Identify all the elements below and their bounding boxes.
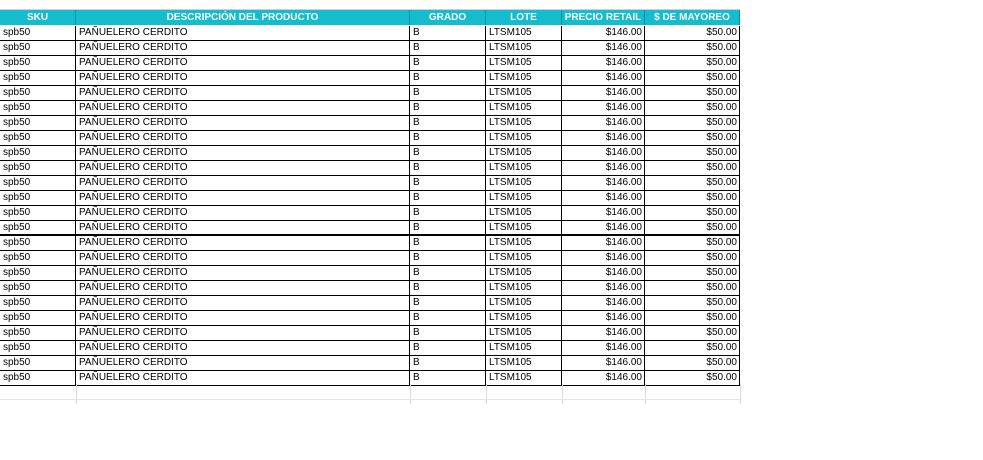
cell-description[interactable]: PAÑUELERO CERDITO — [76, 41, 410, 55]
cell-grade[interactable]: B — [410, 371, 486, 385]
cell-sku[interactable]: spb50 — [0, 341, 76, 355]
cell-sku[interactable]: spb50 — [0, 251, 76, 265]
cell-sku[interactable]: spb50 — [0, 116, 76, 130]
cell-retail-price[interactable]: $146.00 — [562, 161, 645, 175]
cell-lot[interactable]: LTSM105 — [486, 296, 562, 310]
cell-sku[interactable]: spb50 — [0, 56, 76, 70]
table-row — [0, 131, 740, 146]
cell-lot[interactable]: LTSM105 — [486, 86, 562, 100]
cell-description[interactable]: PAÑUELERO CERDITO — [76, 56, 410, 70]
cell-lot[interactable]: LTSM105 — [486, 356, 562, 370]
cell-grade[interactable]: B — [410, 236, 486, 250]
cell-wholesale-price[interactable]: $50.00 — [645, 206, 740, 220]
table-row — [0, 191, 740, 206]
cell-lot[interactable]: LTSM105 — [486, 41, 562, 55]
cell-description[interactable]: PAÑUELERO CERDITO — [76, 341, 410, 355]
table-row — [0, 146, 740, 161]
table-row — [0, 341, 740, 356]
cell-sku[interactable]: spb50 — [0, 296, 76, 310]
cell-description[interactable]: PAÑUELERO CERDITO — [76, 266, 410, 280]
cell-grade[interactable]: B — [410, 71, 486, 85]
cell-grade[interactable]: B — [410, 131, 486, 145]
cell-description[interactable]: PAÑUELERO CERDITO — [76, 71, 410, 85]
cell-grade[interactable]: B — [410, 251, 486, 265]
cell-description[interactable]: PAÑUELERO CERDITO — [76, 26, 410, 40]
cell-lot[interactable]: LTSM105 — [486, 326, 562, 340]
cell-lot[interactable]: LTSM105 — [486, 281, 562, 295]
cell-wholesale-price[interactable]: $50.00 — [645, 86, 740, 100]
cell-retail-price[interactable]: $146.00 — [562, 311, 645, 325]
cell-sku[interactable]: spb50 — [0, 221, 76, 235]
cell-retail-price[interactable]: $146.00 — [562, 86, 645, 100]
gridline — [645, 384, 646, 404]
cell-grade[interactable]: B — [410, 116, 486, 130]
table-row — [0, 311, 740, 326]
cell-description[interactable]: PAÑUELERO CERDITO — [76, 146, 410, 160]
cell-retail-price[interactable]: $146.00 — [562, 206, 645, 220]
table-row — [0, 251, 740, 266]
cell-lot[interactable]: LTSM105 — [486, 116, 562, 130]
cell-description[interactable]: PAÑUELERO CERDITO — [76, 251, 410, 265]
cell-wholesale-price[interactable]: $50.00 — [645, 71, 740, 85]
cell-sku[interactable]: spb50 — [0, 236, 76, 250]
cell-lot[interactable]: LTSM105 — [486, 251, 562, 265]
table-row — [0, 236, 740, 251]
cell-lot[interactable]: LTSM105 — [486, 176, 562, 190]
column-header-description[interactable]: DESCRIPCIÓN DEL PRODUCTO — [76, 10, 410, 25]
cell-grade[interactable]: B — [410, 206, 486, 220]
cell-sku[interactable]: spb50 — [0, 101, 76, 115]
cell-lot[interactable]: LTSM105 — [486, 131, 562, 145]
cell-wholesale-price[interactable]: $50.00 — [645, 161, 740, 175]
cell-grade[interactable]: B — [410, 56, 486, 70]
cell-retail-price[interactable]: $146.00 — [562, 221, 645, 235]
cell-description[interactable]: PAÑUELERO CERDITO — [76, 206, 410, 220]
cell-wholesale-price[interactable]: $50.00 — [645, 101, 740, 115]
table-row — [0, 266, 740, 281]
cell-lot[interactable]: LTSM105 — [486, 71, 562, 85]
table-row — [0, 116, 740, 131]
cell-grade[interactable]: B — [410, 356, 486, 370]
table-row — [0, 56, 740, 71]
cell-description[interactable]: PAÑUELERO CERDITO — [76, 326, 410, 340]
cell-sku[interactable]: spb50 — [0, 71, 76, 85]
table-row — [0, 101, 740, 116]
table-row — [0, 296, 740, 311]
cell-lot[interactable]: LTSM105 — [486, 146, 562, 160]
cell-retail-price[interactable]: $146.00 — [562, 176, 645, 190]
cell-description[interactable]: PAÑUELERO CERDITO — [76, 191, 410, 205]
cell-grade[interactable]: B — [410, 41, 486, 55]
cell-lot[interactable]: LTSM105 — [486, 206, 562, 220]
cell-retail-price[interactable]: $146.00 — [562, 146, 645, 160]
cell-wholesale-price[interactable]: $50.00 — [645, 56, 740, 70]
cell-sku[interactable]: spb50 — [0, 41, 76, 55]
cell-lot[interactable]: LTSM105 — [486, 26, 562, 40]
column-header-wholesale-price[interactable]: $ DE MAYOREO — [645, 10, 740, 25]
cell-grade[interactable]: B — [410, 326, 486, 340]
cell-wholesale-price[interactable]: $50.00 — [645, 356, 740, 370]
cell-retail-price[interactable]: $146.00 — [562, 41, 645, 55]
gridline — [410, 384, 411, 404]
cell-grade[interactable]: B — [410, 221, 486, 235]
column-header-retail-price[interactable]: PRECIO RETAIL — [562, 10, 645, 25]
cell-description[interactable]: PAÑUELERO CERDITO — [76, 311, 410, 325]
cell-lot[interactable]: LTSM105 — [486, 191, 562, 205]
cell-grade[interactable]: B — [410, 281, 486, 295]
cell-description[interactable]: PAÑUELERO CERDITO — [76, 371, 410, 385]
cell-sku[interactable]: spb50 — [0, 266, 76, 280]
cell-retail-price[interactable]: $146.00 — [562, 101, 645, 115]
cell-description[interactable]: PAÑUELERO CERDITO — [76, 356, 410, 370]
cell-description[interactable]: PAÑUELERO CERDITO — [76, 236, 410, 250]
table-row — [0, 161, 740, 176]
cell-lot[interactable]: LTSM105 — [486, 371, 562, 385]
table-row — [0, 356, 740, 371]
cell-grade[interactable]: B — [410, 161, 486, 175]
cell-sku[interactable]: spb50 — [0, 146, 76, 160]
cell-description[interactable]: PAÑUELERO CERDITO — [76, 161, 410, 175]
cell-wholesale-price[interactable]: $50.00 — [645, 341, 740, 355]
cell-grade[interactable]: B — [410, 101, 486, 115]
cell-wholesale-price[interactable]: $50.00 — [645, 311, 740, 325]
cell-grade[interactable]: B — [410, 26, 486, 40]
cell-grade[interactable]: B — [410, 296, 486, 310]
cell-sku[interactable]: spb50 — [0, 371, 76, 385]
cell-grade[interactable]: B — [410, 341, 486, 355]
cell-grade[interactable]: B — [410, 311, 486, 325]
cell-lot[interactable]: LTSM105 — [486, 266, 562, 280]
cell-description[interactable]: PAÑUELERO CERDITO — [76, 221, 410, 235]
cell-sku[interactable]: spb50 — [0, 161, 76, 175]
cell-wholesale-price[interactable]: $50.00 — [645, 296, 740, 310]
cell-wholesale-price[interactable]: $50.00 — [645, 251, 740, 265]
cell-retail-price[interactable]: $146.00 — [562, 356, 645, 370]
cell-grade[interactable]: B — [410, 191, 486, 205]
cell-retail-price[interactable]: $146.00 — [562, 266, 645, 280]
cell-grade[interactable]: B — [410, 86, 486, 100]
cell-lot[interactable]: LTSM105 — [486, 341, 562, 355]
cell-description[interactable]: PAÑUELERO CERDITO — [76, 86, 410, 100]
cell-wholesale-price[interactable]: $50.00 — [645, 26, 740, 40]
cell-wholesale-price[interactable]: $50.00 — [645, 116, 740, 130]
cell-retail-price[interactable]: $146.00 — [562, 71, 645, 85]
cell-lot[interactable]: LTSM105 — [486, 311, 562, 325]
cell-lot[interactable]: LTSM105 — [486, 161, 562, 175]
cell-wholesale-price[interactable]: $50.00 — [645, 281, 740, 295]
table-row — [0, 26, 740, 41]
cell-description[interactable]: PAÑUELERO CERDITO — [76, 296, 410, 310]
cell-wholesale-price[interactable]: $50.00 — [645, 266, 740, 280]
gridline — [562, 384, 563, 404]
cell-lot[interactable]: LTSM105 — [486, 236, 562, 250]
table-row — [0, 326, 740, 341]
table-row — [0, 41, 740, 56]
cell-description[interactable]: PAÑUELERO CERDITO — [76, 116, 410, 130]
cell-retail-price[interactable]: $146.00 — [562, 191, 645, 205]
cell-grade[interactable]: B — [410, 146, 486, 160]
cell-retail-price[interactable]: $146.00 — [562, 326, 645, 340]
cell-grade[interactable]: B — [410, 176, 486, 190]
cell-sku[interactable]: spb50 — [0, 326, 76, 340]
cell-sku[interactable]: spb50 — [0, 356, 76, 370]
table-row — [0, 176, 740, 191]
cell-wholesale-price[interactable]: $50.00 — [645, 131, 740, 145]
cell-wholesale-price[interactable]: $50.00 — [645, 371, 740, 385]
cell-lot[interactable]: LTSM105 — [486, 101, 562, 115]
column-header-grade[interactable]: GRADO — [410, 10, 486, 25]
cell-description[interactable]: PAÑUELERO CERDITO — [76, 101, 410, 115]
table-row — [0, 206, 740, 221]
cell-retail-price[interactable]: $146.00 — [562, 131, 645, 145]
cell-wholesale-price[interactable]: $50.00 — [645, 176, 740, 190]
cell-sku[interactable]: spb50 — [0, 26, 76, 40]
gridline — [740, 384, 741, 404]
gridline — [76, 384, 77, 404]
gridline — [0, 399, 740, 400]
cell-sku[interactable]: spb50 — [0, 206, 76, 220]
cell-retail-price[interactable]: $146.00 — [562, 116, 645, 130]
cell-wholesale-price[interactable]: $50.00 — [645, 41, 740, 55]
cell-retail-price[interactable]: $146.00 — [562, 236, 645, 250]
cell-sku[interactable]: spb50 — [0, 281, 76, 295]
cell-retail-price[interactable]: $146.00 — [562, 26, 645, 40]
table-row — [0, 71, 740, 86]
table-row — [0, 86, 740, 101]
cell-sku[interactable]: spb50 — [0, 176, 76, 190]
cell-retail-price[interactable]: $146.00 — [562, 296, 645, 310]
cell-wholesale-price[interactable]: $50.00 — [645, 221, 740, 235]
cell-wholesale-price[interactable]: $50.00 — [645, 236, 740, 250]
column-header-sku[interactable]: SKU — [0, 10, 76, 25]
cell-grade[interactable]: B — [410, 266, 486, 280]
cell-description[interactable]: PAÑUELERO CERDITO — [76, 281, 410, 295]
table-row — [0, 281, 740, 296]
cell-description[interactable]: PAÑUELERO CERDITO — [76, 176, 410, 190]
cell-wholesale-price[interactable]: $50.00 — [645, 146, 740, 160]
cell-sku[interactable]: spb50 — [0, 131, 76, 145]
cell-retail-price[interactable]: $146.00 — [562, 371, 645, 385]
cell-sku[interactable]: spb50 — [0, 191, 76, 205]
cell-lot[interactable]: LTSM105 — [486, 221, 562, 235]
table-row — [0, 371, 740, 386]
cell-wholesale-price[interactable]: $50.00 — [645, 326, 740, 340]
cell-wholesale-price[interactable]: $50.00 — [645, 191, 740, 205]
cell-retail-price[interactable]: $146.00 — [562, 56, 645, 70]
cell-description[interactable]: PAÑUELERO CERDITO — [76, 131, 410, 145]
column-header-lot[interactable]: LOTE — [486, 10, 562, 25]
cell-sku[interactable]: spb50 — [0, 311, 76, 325]
cell-retail-price[interactable]: $146.00 — [562, 281, 645, 295]
cell-sku[interactable]: spb50 — [0, 86, 76, 100]
table-row — [0, 221, 740, 236]
cell-retail-price[interactable]: $146.00 — [562, 341, 645, 355]
cell-retail-price[interactable]: $146.00 — [562, 251, 645, 265]
cell-lot[interactable]: LTSM105 — [486, 56, 562, 70]
gridline — [486, 384, 487, 404]
